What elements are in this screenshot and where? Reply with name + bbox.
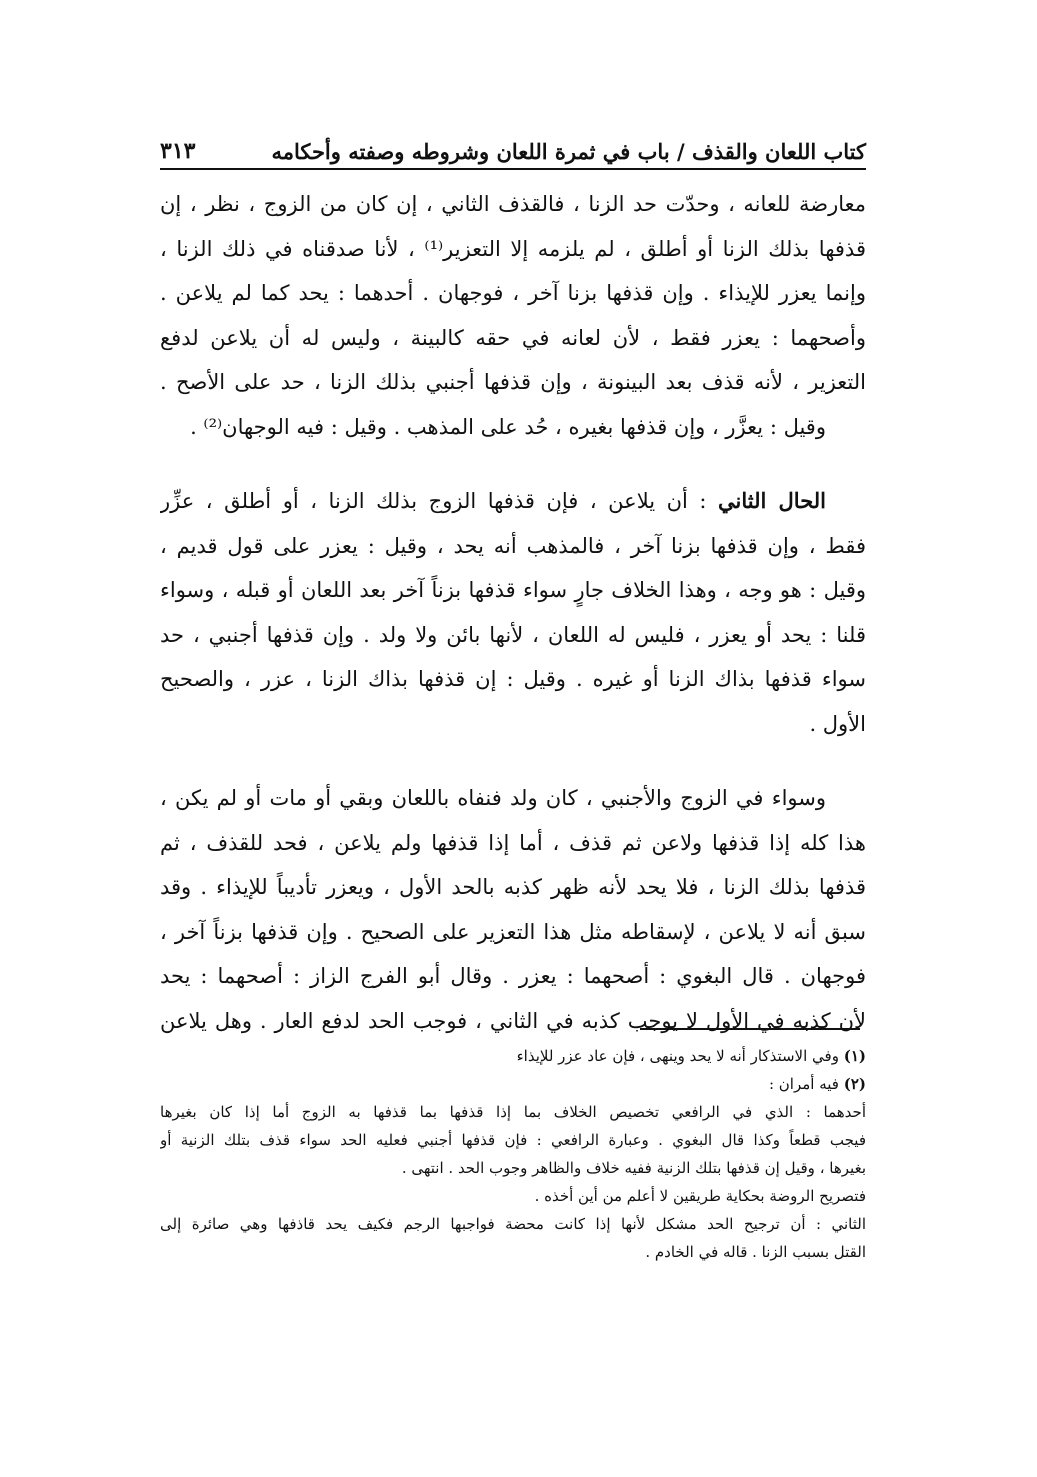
text-line: سواء قذفها بذاك الزنا أو غيره . وقيل : إن قذفها بذاك الزنا ، عزر ، والصحيح (160, 667, 866, 691)
footnote-2 (160, 1070, 866, 1098)
footnote-line: القتل بسبب الزنا . قاله في الخادم . (645, 1243, 866, 1261)
text-line: قذفها بذلك الزنا ، فلا يحد لأنه ظهر كذبه بالحد الأول ، ويعزر تأديباً للإيذاء . وقد (160, 875, 866, 899)
paragraph-3 (160, 776, 866, 1043)
text-line: قذفها بذلك الزنا أو أطلق ، لم يلزمه إلا التعزير⁽¹⁾ ، لأنا صدقناه في ذلك الزنا ، (160, 236, 866, 261)
footnote-line: بغيرها ، وقيل إن قذفها بتلك الزنية ففيه خلاف والظاهر وجوب الحد . انتهى . (401, 1159, 866, 1177)
running-header (160, 128, 866, 170)
text-line: فقط ، وإن قذفها بزنا آخر ، فالمذهب أنه يحد ، وقيل : يعزر على قول قديم ، (160, 533, 866, 558)
text-line (160, 479, 866, 524)
text-line: لأن كذبه في الأول لا يوجب كذبه في الثاني ، فوجب الحد لدفع العار . وهل يلاعن (160, 1008, 866, 1033)
text-line: وسواء في الزوج والأجنبي ، كان ولد فنفاه باللعان وبقي أو مات أو لم يكن ، (160, 786, 826, 810)
footnote-line: فتصريح الروضة بحكاية طريقين لا أعلم من أين أخذه . (534, 1187, 866, 1205)
footnote-number: (٢) (843, 1075, 866, 1093)
text-line: وقيل : يعزَّر ، وإن قذفها بغيره ، حُد على المذهب . وقيل : فيه الوجهان⁽²⁾ . (190, 414, 826, 439)
text-line: معارضة للعانه ، وحدّت حد الزنا ، فالقذف الثاني ، إن كان من الزوج ، نظر ، إن (160, 192, 866, 216)
header-title: كتاب اللعان والقذف / باب في ثمرة اللعان وشروطه وصفته وأحكامه (271, 139, 866, 164)
footnote-text: وفي الاستذكار أنه لا يحد وينهى ، فإن عاد عزر للإيذاء (516, 1047, 844, 1065)
text-line: فوجهان . قال البغوي : أصحهما : يعزر . وقال أبو الفرج الزاز : أصحهما : يحد (160, 964, 866, 988)
text-line: وأصحهما : يعزر فقط ، لأن لعانه في حقه كالبينة ، وليس له أن يلاعن لدفع (160, 325, 866, 350)
text-line: الأول . (809, 711, 866, 736)
footnote-number: (١) (843, 1047, 866, 1065)
text-run: : أن يلاعن ، فإن قذفها الزوج بذلك الزنا ، أو أطلق ، عزِّر (160, 489, 719, 513)
footnote-1 (160, 1042, 866, 1070)
footnote-line: أحدهما : الذي في الرافعي تخصيص الخلاف بما إذا قذفها بما قذفها به الزوج أما إذا كان بغيرها (160, 1103, 866, 1121)
page-number: ٣١٣ (160, 138, 196, 164)
footnotes (160, 1042, 866, 1266)
text-line: التعزير ، لأنه قذف بعد البينونة ، وإن قذفها أجنبي بذلك الزنا ، حد على الأصح . (160, 370, 866, 394)
footnote-divider (640, 1028, 860, 1030)
text-line: وقيل : هو وجه ، وهذا الخلاف جارٍ سواء قذفها بزناً آخر بعد اللعان أو قبله ، وسواء (160, 578, 866, 602)
text-line: وإنما يعزر للإيذاء . وإن قذفها بزنا آخر ، فوجهان . أحدهما : يحد كما لم يلاعن . (160, 281, 866, 305)
main-text (160, 182, 866, 1043)
paragraph-1 (160, 182, 866, 449)
footnote-text: فيه أمران : (768, 1075, 844, 1093)
footnote-line: فيجب قطعاً وكذا قال البغوي . وعبارة الرافعي : فإن قذفها أجنبي فعليه الحد سواء قذف بتلك الزنية أو (160, 1131, 866, 1149)
paragraph-2 (160, 479, 866, 746)
text-line: هذا كله إذا قذفها ولاعن ثم قذف ، أما إذا قذفها ولم يلاعن ، فحد للقذف ، ثم (160, 830, 866, 855)
text-line: سبق أنه لا يلاعن ، لإسقاطه مثل هذا التعزير على الصحيح . وإن قذفها بزناً آخر ، (160, 919, 866, 944)
section-lead: الحال الثاني (718, 488, 826, 513)
footnote-line: الثاني : أن ترجيح الحد مشكل لأنها إذا كانت محضة فواجبها الرجم فكيف يحد قاذفها وهي صائرة إلى (160, 1215, 866, 1233)
text-line: قلنا : يحد أو يعزر ، فليس له اللعان ، لأنها بائن ولا ولد . وإن قذفها أجنبي ، حد (160, 622, 866, 647)
